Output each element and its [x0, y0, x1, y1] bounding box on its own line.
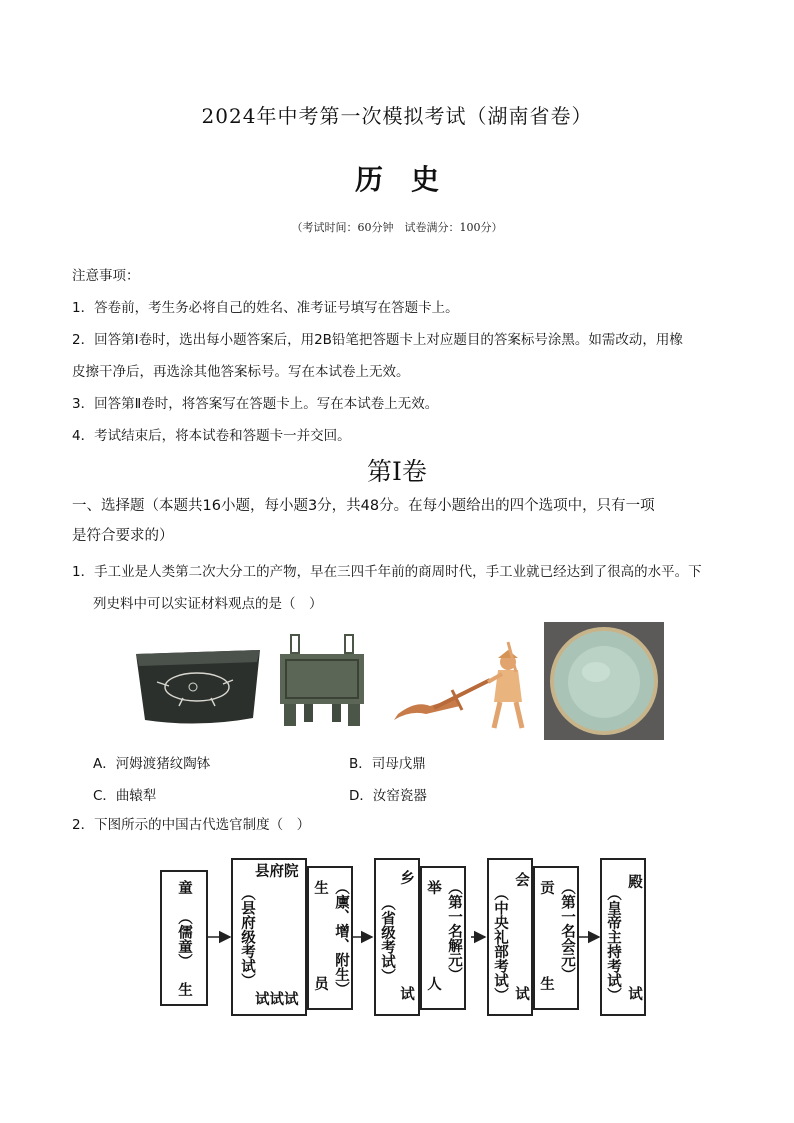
note-item-4: 4．考试结束后，将本试卷和答题卡一并交回。 [72, 428, 351, 444]
provincial-exam-box [374, 858, 420, 1016]
section-heading-line2: 是符合要求的） [72, 528, 174, 544]
q1-option-b[interactable]: B．司母戊鼎 [349, 756, 426, 772]
palace-exam-bottom: 试 [626, 986, 643, 1001]
county-exam-bottom: 试试试 [255, 991, 299, 1008]
tongsheng-bottom: 生 [176, 982, 193, 997]
plow-image [390, 640, 535, 730]
gongsheng-box [533, 866, 579, 1010]
juren-box [420, 866, 466, 1010]
provincial-exam-note: （省级考试） [379, 896, 396, 983]
section-heading-line1: 一、选择题（本题共16小题，每小题3分，共48分。在每小题给出的四个选项中，只有一项 [72, 498, 655, 514]
q1-option-c[interactable]: C．曲辕犁 [93, 788, 157, 804]
volume-title: 第Ⅰ卷 [367, 457, 427, 486]
metropolitan-exam-top: 会 [513, 872, 530, 887]
juren-note: （第一名解元） [446, 880, 463, 982]
time-info: （考试时间：60分钟 试卷满分：100分） [291, 221, 503, 234]
note-item-1: 1．答卷前，考生务必将自己的姓名、准考证号填写在答题卡上。 [72, 300, 459, 316]
notes-heading: 注意事项： [72, 268, 140, 284]
gongsheng-note: （第一名会元） [559, 880, 576, 982]
gongsheng-bottom: 生 [538, 976, 555, 991]
q1-stem-line2: 列史料中可以实证材料观点的是（ ） [93, 596, 323, 612]
bronze-ding-image [276, 630, 368, 730]
juren-top: 举 [425, 880, 442, 895]
gongsheng-top: 贡 [538, 880, 555, 895]
q2-stem: 2．下图所示的中国古代选官制度（ ） [72, 817, 311, 833]
note-item-3: 3．回答第Ⅱ卷时，将答案写在答题卡上。写在本试卷上无效。 [72, 396, 439, 412]
county-exam-box [231, 858, 307, 1016]
tongsheng-note: （儒童） [176, 910, 193, 968]
metropolitan-exam-note: （中央礼部考试） [492, 886, 509, 1002]
subject-title: 历史 [354, 163, 467, 196]
provincial-exam-top: 乡 [398, 870, 415, 885]
note-item-2: 2．回答第Ⅰ卷时，选出每小题答案后，用2B铅笔把答题卡上对应题目的答案标号涂黑。如需改动，用橡 [72, 332, 683, 348]
tongsheng-box [160, 870, 208, 1006]
palace-exam-box [600, 858, 646, 1016]
provincial-exam-bottom: 试 [398, 986, 415, 1001]
county-exam-note: （县府级考试） [239, 886, 256, 988]
q1-option-d[interactable]: D．汝窑瓷器 [349, 788, 427, 804]
q1-stem-line1: 1．手工业是人类第二次大分工的产物，早在三四千年前的商周时代，手工业就已经达到了很高的水平。下 [72, 564, 702, 580]
palace-exam-note: （皇帝主持考试） [605, 886, 622, 1002]
ru-porcelain-image [544, 622, 664, 740]
note-item-2-cont: 皮擦干净后，再选涂其他答案标号。写在本试卷上无效。 [72, 364, 410, 380]
county-exam-top: 县府院 [255, 863, 299, 880]
palace-exam-top: 殿 [626, 874, 643, 889]
q1-option-a[interactable]: A．河姆渡猪纹陶钵 [93, 756, 211, 772]
shengyuan-box [307, 866, 353, 1010]
shengyuan-bottom: 员 [312, 976, 329, 991]
metropolitan-exam-box [487, 858, 533, 1016]
metropolitan-exam-bottom: 试 [513, 986, 530, 1001]
shengyuan-top: 生 [312, 880, 329, 895]
juren-bottom: 人 [425, 976, 442, 991]
pottery-bowl-image [133, 640, 263, 730]
tongsheng-top: 童 [176, 880, 193, 895]
exam-title: 2024年中考第一次模拟考试（湖南省卷） [201, 104, 593, 128]
shengyuan-note: （廪、增、附生） [333, 880, 350, 996]
